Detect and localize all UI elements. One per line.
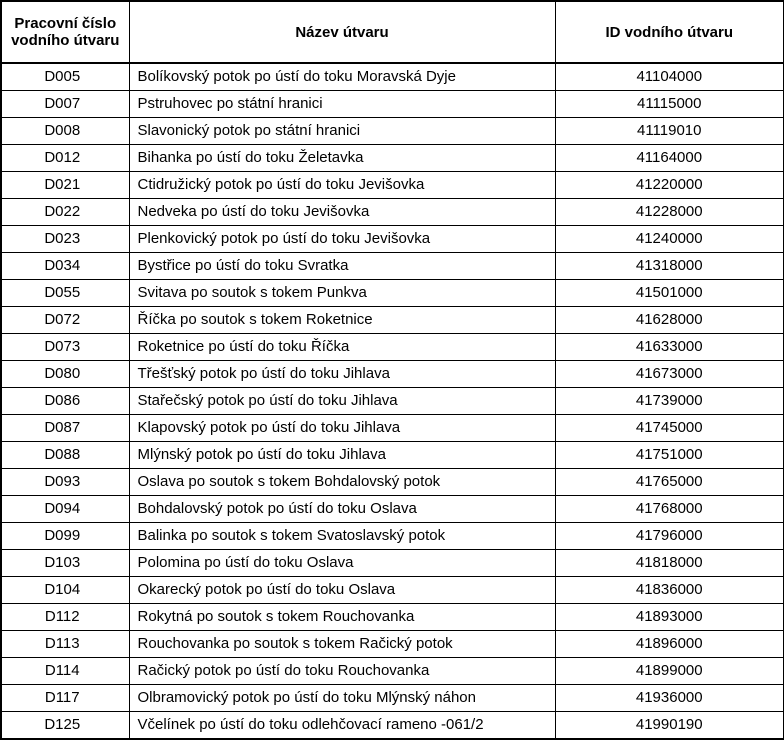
table-row <box>1 631 784 658</box>
row-code-cell: D094 <box>1 496 129 523</box>
row-name-cell: Rokytná po soutok s tokem Rouchovanka <box>129 604 555 631</box>
row-id-cell: 41501000 <box>555 280 784 307</box>
row-id-cell: 41318000 <box>555 253 784 280</box>
row-name-cell: Včelínek po ústí do toku odlehčovací rameno -061/2 <box>129 712 555 740</box>
table-row <box>1 469 784 496</box>
table-row <box>1 550 784 577</box>
row-name-cell: Říčka po soutok s tokem Roketnice <box>129 307 555 334</box>
row-id-cell: 41628000 <box>555 307 784 334</box>
table-row <box>1 334 784 361</box>
row-name-cell: Nedveka po ústí do toku Jevišovka <box>129 199 555 226</box>
row-code-cell: D012 <box>1 145 129 172</box>
table-row <box>1 91 784 118</box>
table-row <box>1 685 784 712</box>
row-name-cell: Slavonický potok po státní hranici <box>129 118 555 145</box>
row-name-cell: Okarecký potok po ústí do toku Oslava <box>129 577 555 604</box>
row-id-cell: 41164000 <box>555 145 784 172</box>
row-code-cell: D034 <box>1 253 129 280</box>
table-row <box>1 280 784 307</box>
table-body <box>1 63 784 739</box>
row-name-cell: Olbramovický potok po ústí do toku Mlýnský náhon <box>129 685 555 712</box>
table-row <box>1 388 784 415</box>
row-id-cell: 41818000 <box>555 550 784 577</box>
row-id-cell: 41633000 <box>555 334 784 361</box>
table-row <box>1 145 784 172</box>
row-id-cell: 41899000 <box>555 658 784 685</box>
table-row <box>1 199 784 226</box>
row-id-cell: 41240000 <box>555 226 784 253</box>
row-id-cell: 41765000 <box>555 469 784 496</box>
table-row <box>1 172 784 199</box>
row-code-cell: D055 <box>1 280 129 307</box>
row-name-cell: Bystřice po ústí do toku Svratka <box>129 253 555 280</box>
row-name-cell: Stařečský potok po ústí do toku Jihlava <box>129 388 555 415</box>
table-row <box>1 118 784 145</box>
row-id-cell: 41751000 <box>555 442 784 469</box>
row-id-cell: 41745000 <box>555 415 784 442</box>
row-id-cell: 41796000 <box>555 523 784 550</box>
row-name-cell: Bihanka po ústí do toku Želetavka <box>129 145 555 172</box>
row-id-cell: 41673000 <box>555 361 784 388</box>
row-id-cell: 41220000 <box>555 172 784 199</box>
row-id-cell: 41228000 <box>555 199 784 226</box>
table-row <box>1 226 784 253</box>
table-row <box>1 63 784 91</box>
row-code-cell: D112 <box>1 604 129 631</box>
row-code-cell: D021 <box>1 172 129 199</box>
row-code-cell: D022 <box>1 199 129 226</box>
table-row <box>1 523 784 550</box>
row-name-cell: Pstruhovec po státní hranici <box>129 91 555 118</box>
row-name-cell: Svitava po soutok s tokem Punkva <box>129 280 555 307</box>
row-id-cell: 41893000 <box>555 604 784 631</box>
row-name-cell: Plenkovický potok po ústí do toku Jevišovka <box>129 226 555 253</box>
table-row <box>1 496 784 523</box>
header-code: Pracovní číslo vodního útvaru <box>1 1 129 63</box>
row-code-cell: D023 <box>1 226 129 253</box>
row-code-cell: D005 <box>1 63 129 91</box>
row-code-cell: D125 <box>1 712 129 740</box>
table-row <box>1 442 784 469</box>
table-row <box>1 361 784 388</box>
table-row <box>1 307 784 334</box>
table-row <box>1 658 784 685</box>
row-id-cell: 41836000 <box>555 577 784 604</box>
row-name-cell: Rouchovanka po soutok s tokem Račický potok <box>129 631 555 658</box>
row-code-cell: D117 <box>1 685 129 712</box>
row-name-cell: Ctidružický potok po ústí do toku Jevišovka <box>129 172 555 199</box>
row-name-cell: Oslava po soutok s tokem Bohdalovský potok <box>129 469 555 496</box>
row-code-cell: D086 <box>1 388 129 415</box>
row-code-cell: D073 <box>1 334 129 361</box>
row-name-cell: Roketnice po ústí do toku Říčka <box>129 334 555 361</box>
table-row <box>1 415 784 442</box>
table-row <box>1 712 784 740</box>
row-code-cell: D113 <box>1 631 129 658</box>
row-name-cell: Balinka po soutok s tokem Svatoslavský potok <box>129 523 555 550</box>
header-row <box>1 1 784 63</box>
table-header <box>1 1 784 63</box>
table-row <box>1 577 784 604</box>
row-name-cell: Klapovský potok po ústí do toku Jihlava <box>129 415 555 442</box>
row-code-cell: D087 <box>1 415 129 442</box>
row-code-cell: D103 <box>1 550 129 577</box>
row-code-cell: D088 <box>1 442 129 469</box>
row-id-cell: 41936000 <box>555 685 784 712</box>
table-row <box>1 253 784 280</box>
row-id-cell: 41115000 <box>555 91 784 118</box>
row-code-cell: D104 <box>1 577 129 604</box>
row-name-cell: Bolíkovský potok po ústí do toku Moravská Dyje <box>129 63 555 91</box>
row-id-cell: 41104000 <box>555 63 784 91</box>
row-code-cell: D072 <box>1 307 129 334</box>
table-row <box>1 604 784 631</box>
header-id: ID vodního útvaru <box>555 1 784 63</box>
row-code-cell: D099 <box>1 523 129 550</box>
row-name-cell: Třešťský potok po ústí do toku Jihlava <box>129 361 555 388</box>
row-code-cell: D080 <box>1 361 129 388</box>
row-name-cell: Bohdalovský potok po ústí do toku Oslava <box>129 496 555 523</box>
row-id-cell: 41119010 <box>555 118 784 145</box>
row-id-cell: 41990190 <box>555 712 784 740</box>
row-name-cell: Mlýnský potok po ústí do toku Jihlava <box>129 442 555 469</box>
row-name-cell: Polomina po ústí do toku Oslava <box>129 550 555 577</box>
row-code-cell: D093 <box>1 469 129 496</box>
header-name: Název útvaru <box>129 1 555 63</box>
row-code-cell: D007 <box>1 91 129 118</box>
row-code-cell: D008 <box>1 118 129 145</box>
row-id-cell: 41896000 <box>555 631 784 658</box>
row-id-cell: 41739000 <box>555 388 784 415</box>
row-name-cell: Račický potok po ústí do toku Rouchovanka <box>129 658 555 685</box>
row-code-cell: D114 <box>1 658 129 685</box>
row-id-cell: 41768000 <box>555 496 784 523</box>
